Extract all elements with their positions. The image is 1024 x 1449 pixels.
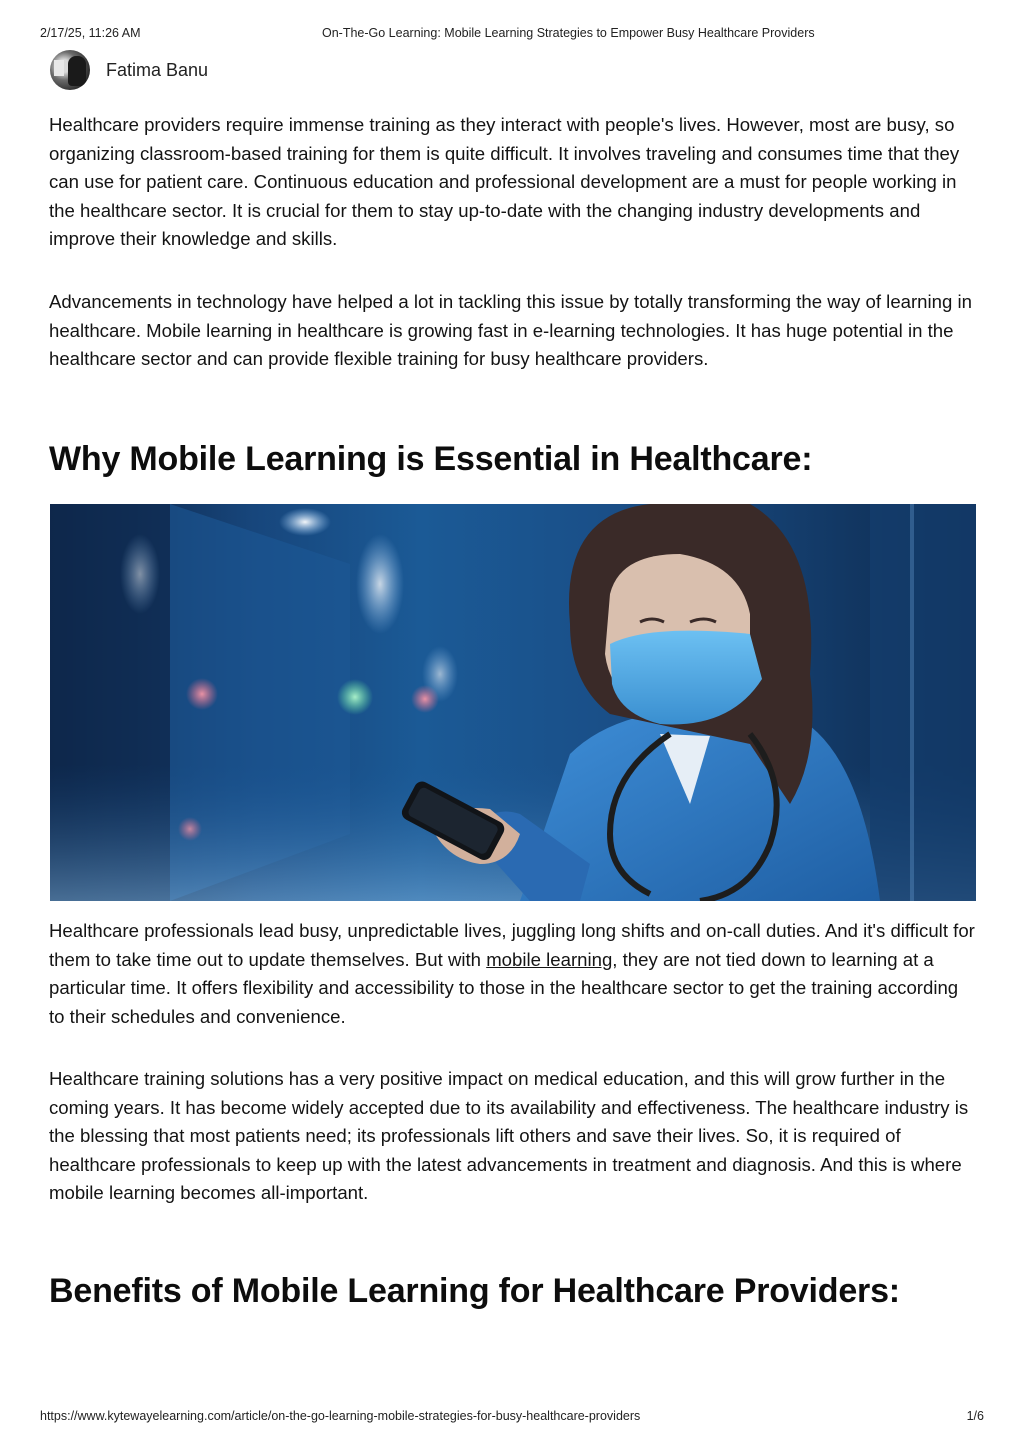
- author-avatar[interactable]: [50, 50, 90, 90]
- intro-paragraph-2-block: [49, 288, 977, 374]
- section-1-paragraph-2: Healthcare training solutions has a very positive impact on medical education, and this will grow further in the coming years. It has become widely accepted due to its availability and effectiveness. The healthcare industry is the blessing that most patients need; its professionals lift others and save their lives. So, it is required of healthcare professionals to keep up with the latest advancements in treatment and diagnosis. And this is where mobile learning becomes all-important.: [49, 1068, 969, 1203]
- print-footer-url: https://www.kytewayelearning.com/article/on-the-go-learning-mobile-strategies-for-busy-healthcare-providers: [40, 1409, 641, 1423]
- intro-paragraph-2: Advancements in technology have helped a lot in tackling this issue by totally transforming the way of learning in healthcare. Mobile learning in healthcare is growing fast in e-learning technologies. It has huge potential in the healthcare sector and can provide flexible training for busy healthcare providers.: [49, 291, 972, 369]
- section-1-paragraph-2-block: [49, 1065, 977, 1208]
- print-doc-title: On-The-Go Learning: Mobile Learning Strategies to Empower Busy Healthcare Providers: [322, 26, 815, 40]
- intro-paragraph-1-block: [49, 111, 977, 254]
- section-1-paragraph-1: [49, 917, 977, 1031]
- print-page-number: 1/6: [966, 1409, 984, 1423]
- section-1-paragraph-1-block: [49, 917, 977, 1031]
- section-heading-benefits: Benefits of Mobile Learning for Healthcare Providers:: [49, 1272, 900, 1310]
- author-byline: [50, 50, 208, 90]
- mobile-learning-link[interactable]: mobile learning: [486, 948, 613, 970]
- paragraph-text-before-link: Healthcare professionals lead busy, unpredictable lives, juggling long shifts and on-call duties. And it's difficult for them to take time out to update themselves. But with: [49, 920, 975, 970]
- section-2-heading-block: [49, 1272, 977, 1311]
- hero-image-nurse-with-phone: [50, 504, 976, 901]
- author-name[interactable]: Fatima Banu: [106, 59, 209, 80]
- print-date: 2/17/25, 11:26 AM: [40, 26, 141, 40]
- paragraph-text-after-link: , they are not tied down to learning at a particular time. It offers flexibility and accessibility to those in the healthcare sector to get the training according to their schedules and convenience.: [49, 948, 959, 1027]
- section-1-heading-block: [49, 440, 977, 479]
- section-heading-why-mobile-learning: Why Mobile Learning is Essential in Healthcare:: [49, 440, 813, 478]
- intro-paragraph-1: Healthcare providers require immense training as they interact with people's lives. However, most are busy, so organizing classroom-based training for them is quite difficult. It involves traveling and consumes time that they can use for patient care. Continuous education and professional development are a must for people working in the healthcare sector. It is crucial for them to stay up-to-date with the changing industry developments and improve their knowledge and skills.: [49, 114, 960, 249]
- print-header: [40, 26, 984, 42]
